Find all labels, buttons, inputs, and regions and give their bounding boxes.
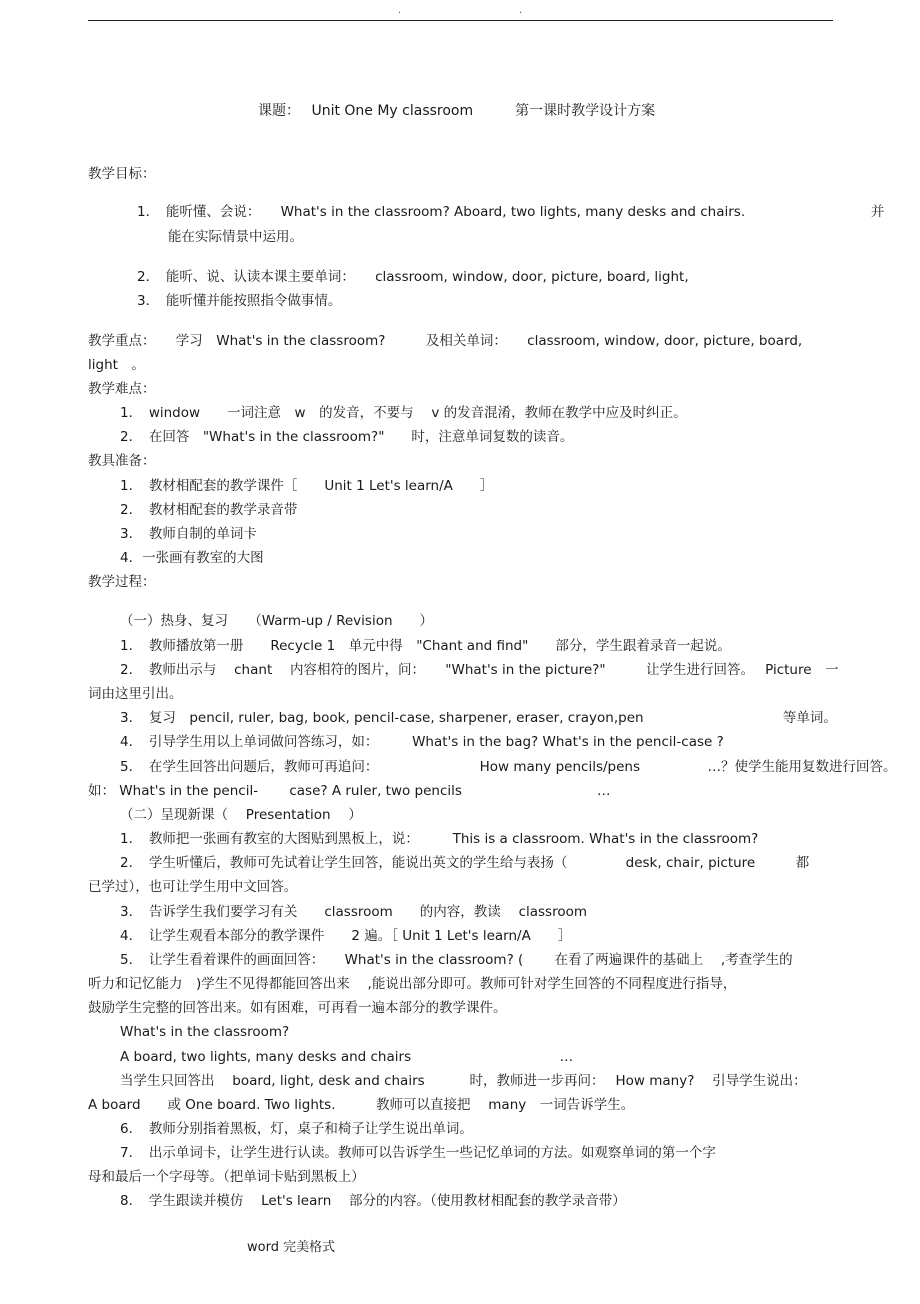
text-line: （二）呈现新课（ Presentation ）	[120, 807, 362, 823]
text-line: 教学过程：	[88, 574, 156, 590]
text-line: 5． 让学生看着课件的画面回答： What's in the classroom? ( 在看了两遍课件的基础上 ,考查学生的	[120, 952, 793, 968]
text-line: 母和最后一个字母等。（把单词卡贴到黑板上）	[88, 1169, 365, 1185]
text-line: 词由这里引出。	[88, 686, 183, 702]
text-line: 2． 学生听懂后，教师可先试着让学生回答，能说出英文的学生给与表扬（ desk, chair, picture 都	[120, 855, 810, 871]
text-line: A board, two lights, many desks and chairs …	[120, 1049, 574, 1065]
text-line: 5． 在学生回答出问题后，教师可再追问： How many pencils/pens …？使学生能用复数进行回答。	[120, 759, 897, 775]
text-line: 如： What's in the pencil- case? A ruler, two pencils …	[88, 783, 611, 799]
text-line: light 。	[88, 357, 145, 373]
text-line: 3． 教师自制的单词卡	[120, 526, 257, 542]
text-line: 7． 出示单词卡，让学生进行认读。教师可以告诉学生一些记忆单词的方法。如观察单词的第一个字	[120, 1145, 716, 1161]
text-line: 已学过），也可让学生用中文回答。	[88, 879, 298, 895]
text-line: 教学重点： 学习 What's in the classroom? 及相关单词： classroom, window, door, picture, board,	[88, 333, 803, 349]
text-line: 听力和记忆能力 )学生不见得都能回答出来 ,能说出部分即可。教师可针对学生回答的不同程度进行指导，	[88, 976, 737, 992]
text-line: A board 或 One board. Two lights. 教师可以直接把 many 一词告诉学生。	[88, 1097, 635, 1113]
header-dot-left: .	[398, 5, 402, 16]
header-dot-right: .	[519, 5, 523, 16]
text-line: 4．一张画有教室的大图	[120, 550, 264, 566]
text-line: 2． 在回答 "What's in the classroom?" 时，注意单词复数的读音。	[120, 429, 574, 445]
document-title: 课题： Unit One My classroom 第一课时教学设计方案	[258, 103, 656, 119]
text-line: 3． 复习 pencil, ruler, bag, book, pencil-case, sharpener, eraser, crayon,pen 等单词。	[120, 710, 837, 726]
text-line: 1． 教师播放第一册 Recycle 1 单元中得 "Chant and find" 部分，学生跟着录音一起说。	[120, 638, 731, 654]
text-line: 6． 教师分别指着黑板，灯，桌子和椅子让学生说出单词。	[120, 1121, 473, 1137]
text-line: What's in the classroom?	[120, 1024, 290, 1040]
header-rule	[88, 20, 833, 21]
text-line: 2． 能听、说、认读本课主要单词： classroom, window, door, picture, board, light,	[137, 269, 689, 285]
text-line: 鼓励学生完整的回答出来。如有困难，可再看一遍本部分的教学课件。	[88, 1000, 507, 1016]
text-line: 教具准备：	[88, 453, 156, 469]
text-line: 2． 教师出示与 chant 内容相符的图片，问： "What's in the picture?" 让学生进行回答。 Picture 一	[120, 662, 839, 678]
text-line: 3． 告诉学生我们要学习有关 classroom 的内容，教读 classroom	[120, 904, 588, 920]
text-line: 能在实际情景中运用。	[168, 229, 303, 245]
text-line: 3． 能听懂并能按照指令做事情。	[137, 293, 342, 309]
text-line: 2． 教材相配套的教学录音带	[120, 502, 298, 518]
text-line: 教学目标：	[88, 166, 156, 182]
text-line: 1． window 一词注意 w 的发音，不要与 v 的发音混淆，教师在教学中应及时纠正。	[120, 405, 687, 421]
text-line: 教学难点：	[88, 381, 156, 397]
text-line: 1． 教师把一张画有教室的大图贴到黑板上，说： This is a classroom. What's in the classroom?	[120, 831, 759, 847]
text-line: （一）热身、复习 （Warm-up / Revision ）	[120, 613, 434, 629]
text-line: 4． 引导学生用以上单词做问答练习，如： What's in the bag? What's in the pencil-case ?	[120, 734, 724, 750]
text-line: 1． 能听懂、会说： What's in the classroom? Aboard, two lights, many desks and chairs. 并	[137, 204, 885, 220]
text-line: 4． 让学生观看本部分的教学课件 2 遍。［ Unit 1 Let's learn/A ］	[120, 928, 572, 944]
page-footer: word 完美格式	[247, 1240, 336, 1255]
text-line: 当学生只回答出 board, light, desk and chairs 时，教师进一步再问： How many? 引导学生说出：	[120, 1073, 807, 1089]
text-line: 8． 学生跟读并模仿 Let's learn 部分的内容。（使用教材相配套的教学录音带）	[120, 1193, 626, 1209]
text-line: 1． 教材相配套的教学课件［ Unit 1 Let's learn/A ］	[120, 478, 494, 494]
